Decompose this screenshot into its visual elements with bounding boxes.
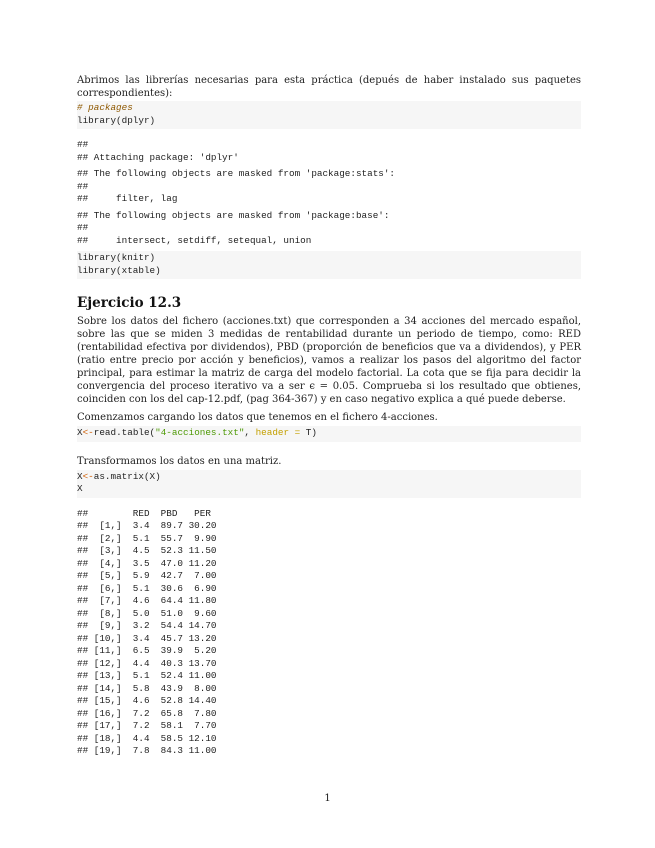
code-line-library-knitr: library(knitr) [77,252,156,263]
load-paragraph: Comenzamos cargando los datos que tenemos en el fichero 4-acciones. [77,412,438,423]
matrix-row: ## [13,] 5.1 52.4 11.00 [77,670,217,681]
matrix-row: ## [7,] 4.6 64.4 11.80 [77,595,217,606]
page-number: 1 [324,793,331,804]
code-assign-op: <- [82,427,94,438]
code-fn: as.matrix(X) [93,470,161,482]
code-arg: header = [255,427,301,438]
code-string: "4-acciones.txt" [155,427,245,438]
output-masked-base [77,210,581,248]
output-line: ## Attaching package: 'dplyr' [77,151,239,163]
code-line-x: X [77,483,83,494]
matrix-row: ## [4,] 3.5 47.0 11.20 [77,557,217,569]
matrix-row: ## [11,] 6.5 39.9 5.20 [77,645,217,656]
output-line: ## intersect, setdiff, setequal, union [77,234,312,246]
output-line: ## filter, lag [77,193,178,204]
matrix-row: ## [3,] 4.5 52.3 11.50 [77,545,217,556]
matrix-row: ## [8,] 5.0 51.0 9.60 [77,607,217,619]
output-line: ## [77,222,89,233]
matrix-row: ## [6,] 5.1 30.6 6.90 [77,582,217,594]
code-fn: read.table( [93,427,156,438]
code-var: X [77,470,83,482]
intro-paragraph: Abrimos las librerías necesarias para esta práctica (depués de haber instalado sus paquetes correspondientes): [77,75,581,99]
output-line: ## [77,139,89,150]
code-line-library-xtable: library(xtable) [77,264,161,276]
code-block-as-matrix [77,470,581,498]
code-var: X [77,427,83,438]
matrix-row: ## [1,] 3.4 89.7 30.20 [77,520,217,531]
matrix-header: ## RED PBD PER [77,507,211,519]
code-assign-op: <- [82,470,94,482]
code-block-read-table [77,426,581,442]
document-page [77,74,581,758]
matrix-row: ## [17,] 7.2 58.1 7.70 [77,720,217,731]
output-attaching [77,139,581,164]
matrix-row: ## [12,] 4.4 40.3 13.70 [77,657,217,669]
matrix-row: ## [2,] 5.1 55.7 9.90 [77,532,217,544]
section-title: Ejercicio 12.3 [77,295,182,311]
matrix-row: ## [5,] 5.9 42.7 7.00 [77,570,217,581]
matrix-output [77,508,581,758]
code-comment: # packages [77,102,133,113]
code-line-library-dplyr: library(dplyr) [77,114,156,126]
code-rest: T) [300,427,317,438]
code-block-libraries [77,251,581,279]
matrix-row: ## [19,] 7.8 84.3 11.00 [77,745,217,756]
matrix-row: ## [18,] 4.4 58.5 12.10 [77,732,217,744]
code-block-packages [77,101,581,129]
matrix-row: ## [10,] 3.4 45.7 13.20 [77,632,217,644]
output-masked-stats [77,168,581,206]
exercise-description: Sobre los datos del fichero (acciones.txt) que corresponden a 34 acciones del mercado español, sobre las que se miden 3 medidas de rentabilidad durante un periodo de tiempo, como: RED (rentabilidad efectiva por dividendos), PBD (proporción de beneficios que va a dividendos), y PER (ratio entre precio por acción y beneficios), vamos a realizar los pasos del algoritmo del factor principal, para estimar la matriz de carga del modelo factorial. La cota que se fija para decidir la convergencia del proceso iterativo va a ser ϵ = 0.05. Comprueba si los resultado que obtienes, coinciden con los del cap-12.pdf, (pag 364-367) y en caso negativo explica a qué puede deberse. [77,316,581,405]
matrix-row: ## [9,] 3.2 54.4 14.70 [77,620,217,631]
output-line: ## The following objects are masked from 'package:stats': [77,168,396,179]
matrix-row: ## [15,] 4.6 52.8 14.40 [77,695,217,706]
output-line: ## The following objects are masked from 'package:base': [77,209,390,221]
matrix-row: ## [16,] 7.2 65.8 7.80 [77,707,217,719]
output-line: ## [77,180,89,192]
matrix-row: ## [14,] 5.8 43.9 8.00 [77,682,217,694]
transform-paragraph: Transformamos los datos en una matriz. [77,455,282,467]
code-sep: , [244,427,256,438]
